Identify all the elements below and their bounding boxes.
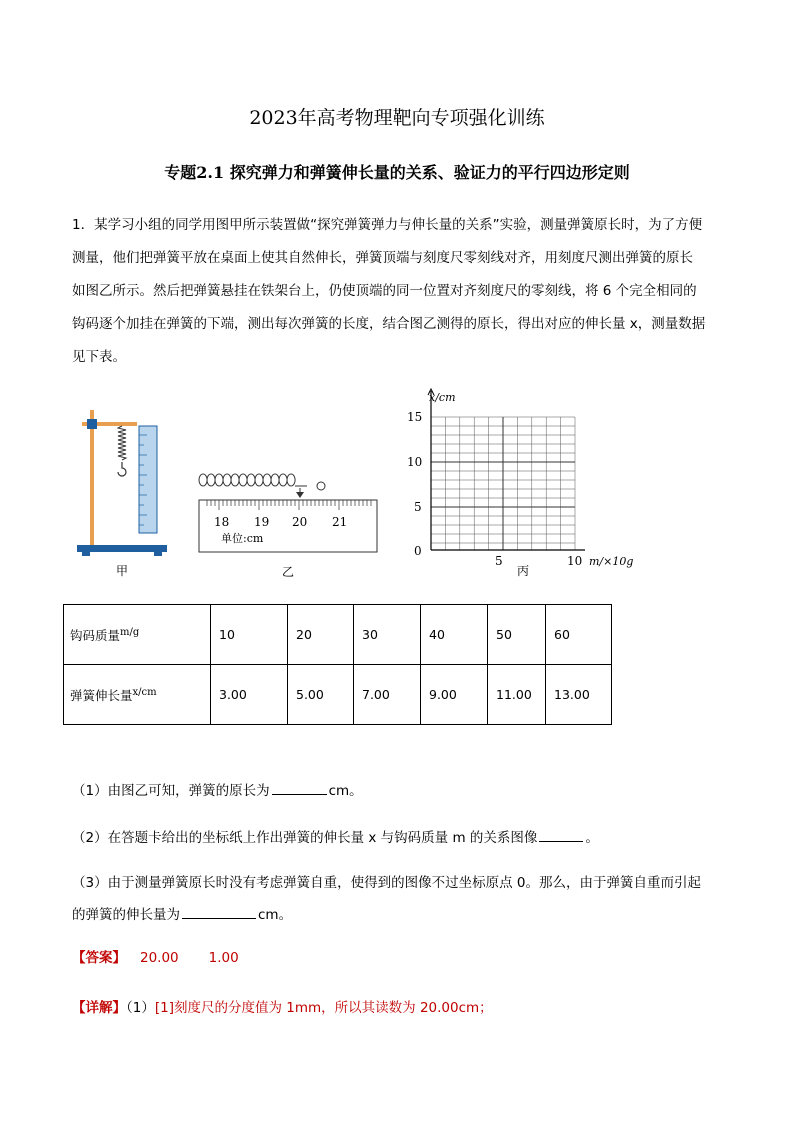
x-axis-label: m/×10g	[589, 555, 634, 568]
answer-value-2: 1.00	[208, 950, 239, 966]
answer-label: 【答案】	[72, 950, 126, 966]
x-tick-5: 5	[495, 554, 503, 568]
detail-text: [1]刻度尺的分度值为 1mm，所以其读数为 20.00cm；	[154, 1000, 493, 1016]
ruler-tick-18: 18	[214, 515, 230, 529]
origin-0: 0	[414, 544, 422, 558]
question-line-2: 测量，他们把弹簧平放在桌面上使其自然伸长，弹簧顶端与刻度尺零刻线对齐，用刻度尺测出弹簧的原长	[72, 250, 693, 266]
row-label-mass: 钩码质量$^{m/g}$	[64, 605, 211, 665]
mass-cell: 40	[421, 605, 488, 665]
data-table	[63, 604, 612, 725]
answer-line	[72, 946, 239, 966]
answer-value-1: 20.00	[140, 950, 179, 966]
extension-cell: 13.00	[546, 665, 612, 725]
extension-cell: 5.00	[288, 665, 354, 725]
y-tick-10: 10	[407, 455, 423, 469]
label-yi: 乙	[282, 565, 295, 579]
ruler-tick-19: 19	[254, 515, 270, 529]
answer-blank-3[interactable]	[182, 917, 256, 919]
mass-cell: 60	[546, 605, 612, 665]
subquestion-1: （1）由图乙可知，弹簧的原长为 cm。	[72, 783, 363, 799]
question-line-5: 见下表。	[72, 349, 126, 365]
mass-cell: 30	[354, 605, 421, 665]
y-axis-label: x/cm	[429, 391, 456, 404]
question-text	[72, 209, 722, 374]
row-label-extension: 弹簧伸长量$^{x/cm}$	[64, 665, 211, 725]
ruler-tick-20: 20	[292, 515, 308, 529]
table-row-extension	[64, 665, 612, 725]
answer-blank-2[interactable]	[539, 840, 583, 842]
figure-jia	[72, 405, 172, 583]
stand-base	[77, 545, 167, 552]
x-tick-10: 10	[567, 554, 583, 568]
horizontal-spring	[199, 474, 325, 496]
label-jia: 甲	[116, 564, 129, 578]
subquestion-3-line-2: 的弹簧的伸长量为 cm。	[72, 907, 293, 923]
ruler-unit: 单位:cm	[221, 532, 264, 545]
vertical-ruler	[139, 426, 157, 533]
stand-pole	[90, 410, 94, 545]
detail-line: 【详解】（1）[1]刻度尺的分度值为 1mm，所以其读数为 20.00cm；	[72, 1000, 493, 1016]
subquestion-3-line-1: （3）由于测量弹簧原长时没有考虑弹簧自重，使得到的图像不过坐标原点 0。那么，由于弹簧自重而引起	[72, 875, 701, 891]
y-tick-5: 5	[414, 500, 422, 514]
subquestion-2: （2）在答题卡给出的坐标纸上作出弹簧的伸长量 x 与钩码质量 m 的关系图像 。	[72, 830, 599, 846]
question-line-3: 如图乙所示。然后把弹簧悬挂在铁架台上，仍使顶端的同一位置对齐刻度尺的零刻线，将 6 个完全相同的	[72, 283, 697, 299]
page-title: 2023年高考物理靶向专项强化训练	[249, 107, 545, 129]
answer-blank-1[interactable]	[272, 793, 327, 795]
extension-cell: 11.00	[488, 665, 546, 725]
figure-yi	[195, 470, 385, 582]
extension-cell: 9.00	[421, 665, 488, 725]
question-line-1: 1．某学习小组的同学用图甲所示装置做“探究弹簧弹力与伸长量的关系”实验，测量弹簧原长时，为了方便	[72, 217, 703, 233]
y-tick-15: 15	[407, 410, 423, 424]
question-number: 1．	[72, 217, 95, 233]
extension-cell: 3.00	[211, 665, 288, 725]
detail-label: 【详解】	[72, 1000, 126, 1016]
section-title: 专题2.1 探究弹力和弹簧伸长量的关系、验证力的平行四边形定则	[164, 163, 630, 182]
label-bing: 丙	[517, 564, 530, 578]
table-row-mass	[64, 605, 612, 665]
mass-cell: 50	[488, 605, 546, 665]
figure-bing	[395, 385, 645, 580]
extension-cell: 7.00	[354, 665, 421, 725]
question-line-4: 钩码逐个加挂在弹簧的下端，测出每次弹簧的长度，结合图乙测得的原长，得出对应的伸长量 x，测量数据	[72, 316, 706, 332]
spring-coil	[118, 426, 126, 460]
mass-cell: 20	[288, 605, 354, 665]
hook	[118, 462, 126, 476]
mass-cell: 10	[211, 605, 288, 665]
ruler-tick-21: 21	[332, 515, 348, 529]
